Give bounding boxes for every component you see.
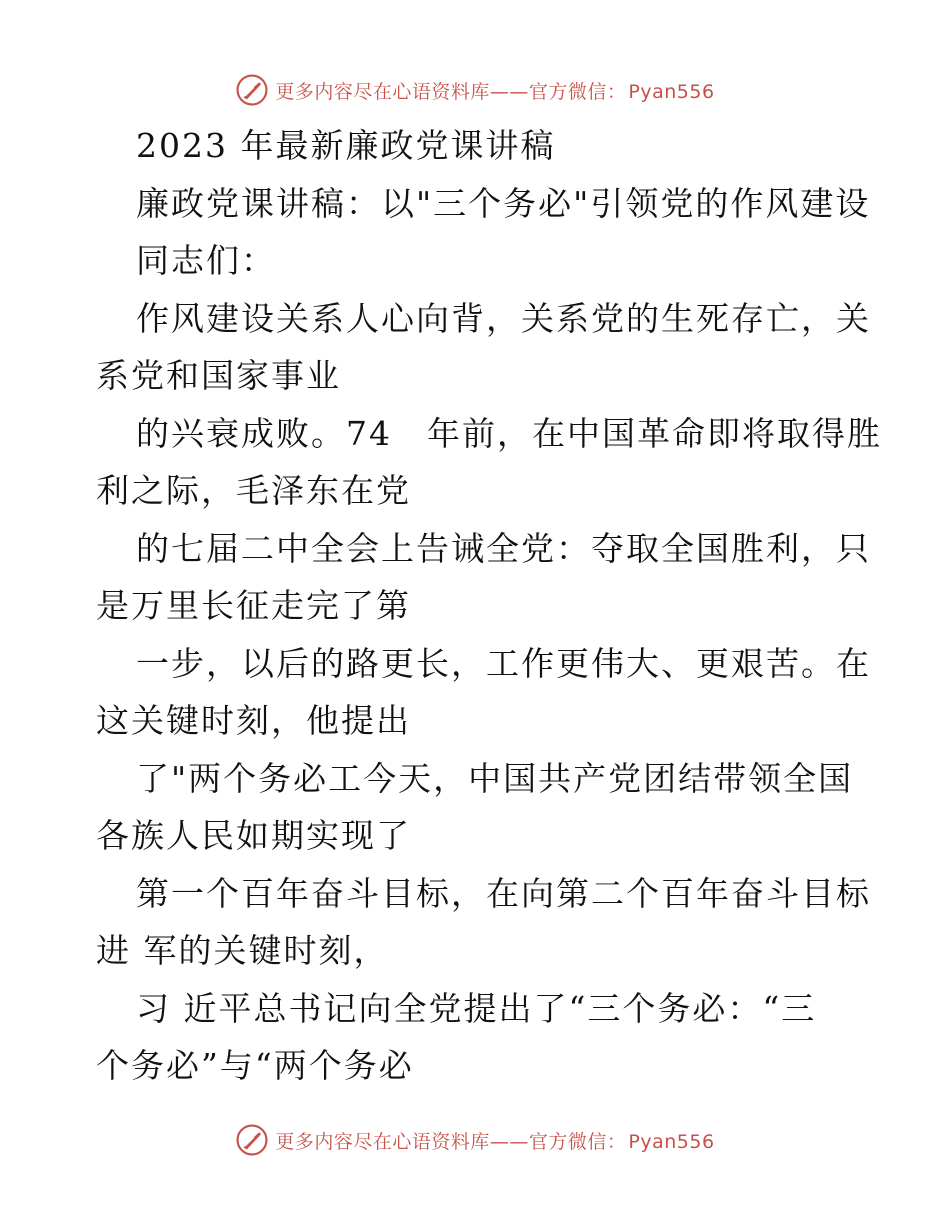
text-line: 这关键时刻，他提出	[96, 701, 411, 740]
wechat-id: Pyan556	[628, 80, 715, 103]
document-body	[0, 117, 950, 1095]
wechat-id: Pyan556	[628, 1130, 715, 1153]
text-line: 是万里长征走完了第	[96, 586, 411, 625]
text-line: 一步，以后的路更长，工作更伟大、更艰苦。在	[136, 643, 871, 683]
document-subtitle: 廉政党课讲稿：以"三个务必"引领党的作风建设	[136, 183, 871, 223]
text-line: 个务必”与“两个务必	[96, 1046, 414, 1085]
salutation: 同志们：	[136, 241, 276, 280]
text-line: 各族人民如期实现了	[96, 816, 411, 855]
watermark-banner-top	[0, 70, 950, 110]
text-line: 了"两个务必工今天，中国共产党团结带领全国	[136, 758, 854, 798]
feather-pen-logo-icon	[235, 73, 269, 107]
text-line: 作风建设关系人心向背，关系党的生死存亡，关	[136, 298, 871, 338]
text-line: 习 近平总书记向全党提出了“三个务必：“三	[136, 988, 817, 1028]
text-line: 第一个百年奋斗目标，在向第二个百年奋斗目标	[136, 873, 871, 913]
document-title: 2023 年最新廉政党课讲稿	[136, 126, 556, 165]
text-line: 的兴衰成败。74 年前，在中国革命即将取得胜	[136, 413, 882, 453]
text-line: 系党和国家事业	[96, 356, 341, 395]
text-line: 的七届二中全会上告诫全党：夺取全国胜利，只	[136, 528, 871, 568]
text-line: 进 军的关键时刻，	[96, 931, 389, 970]
text-line: 利之际，毛泽东在党	[96, 471, 411, 510]
watermark-text: 更多内容尽在心语资料库——官方微信： Pyan556	[275, 1130, 715, 1153]
feather-pen-logo-icon	[235, 1123, 269, 1157]
watermark-banner-bottom	[0, 1120, 950, 1160]
watermark-text: 更多内容尽在心语资料库——官方微信： Pyan556	[275, 80, 715, 103]
